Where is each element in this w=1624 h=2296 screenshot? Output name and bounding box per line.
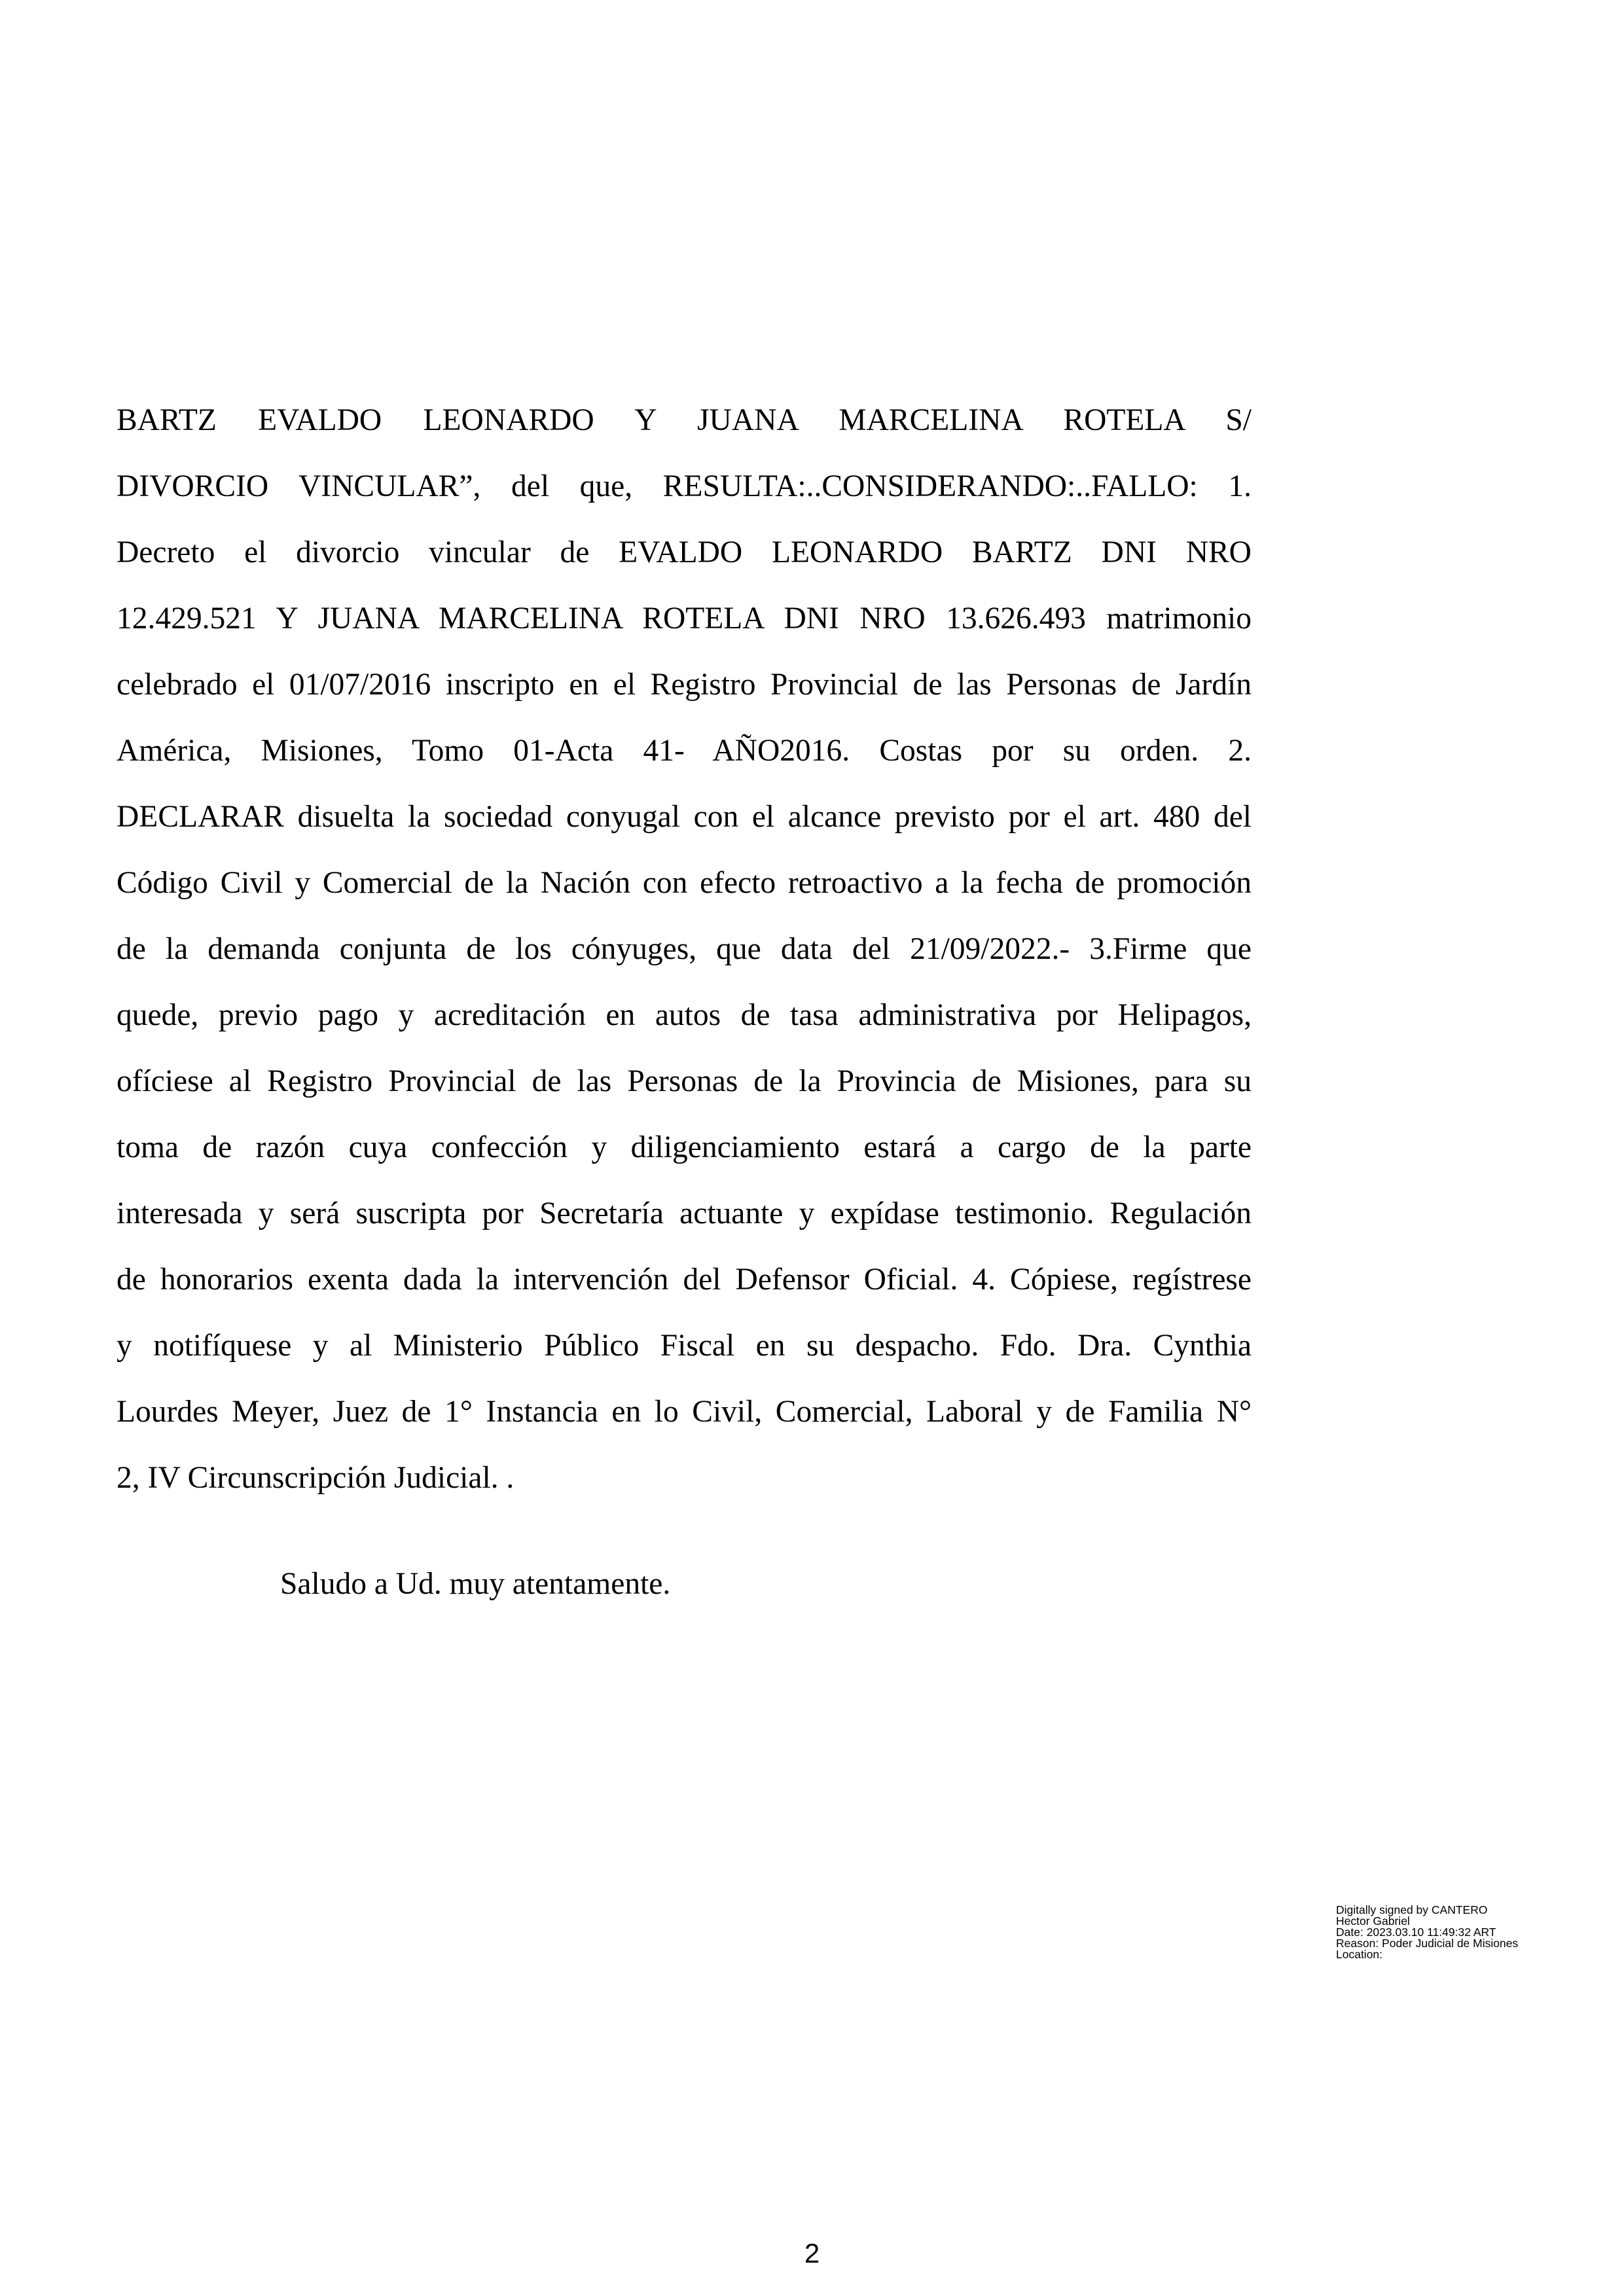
body-line: de la demanda conjunta de los cónyuges, que data del 21/09/2022.- 3.Firme que bbox=[117, 932, 1252, 966]
closing-salutation: Saludo a Ud. muy atentamente. bbox=[280, 1567, 671, 1601]
body-line: DECLARAR disuelta la sociedad conyugal con el alcance previsto por el art. 480 del bbox=[117, 800, 1252, 834]
body-line: Lourdes Meyer, Juez de 1° Instancia en lo Civil, Comercial, Laboral y de Familia N° bbox=[117, 1395, 1252, 1429]
signature-reason: Reason: Poder Judicial de Misiones bbox=[1336, 1937, 1519, 1950]
body-paragraph bbox=[117, 399, 1252, 1523]
signature-signer-name: Hector Gabriel bbox=[1336, 1914, 1410, 1928]
body-line: quede, previo pago y acreditación en autos de tasa administrativa por Helipagos, bbox=[117, 998, 1252, 1032]
body-line: BARTZ EVALDO LEONARDO Y JUANA MARCELINA ROTELA S/ bbox=[117, 403, 1252, 437]
signature-signer: Digitally signed by CANTERO bbox=[1336, 1903, 1488, 1916]
body-line: de honorarios exenta dada la intervención del Defensor Oficial. 4. Cópiese, regístrese bbox=[117, 1263, 1252, 1297]
page-number: 2 bbox=[804, 2238, 820, 2269]
body-line: DIVORCIO VINCULAR”, del que, RESULTA:..CONSIDERANDO:..FALLO: 1. bbox=[117, 469, 1252, 503]
body-line: y notifíquese y al Ministerio Público Fiscal en su despacho. Fdo. Dra. Cynthia bbox=[117, 1329, 1252, 1363]
body-line: celebrado el 01/07/2016 inscripto en el Registro Provincial de las Personas de Jardín bbox=[117, 668, 1252, 702]
body-line: toma de razón cuya confección y diligenciamiento estará a cargo de la parte bbox=[117, 1130, 1252, 1164]
body-line: ofíciese al Registro Provincial de las Personas de la Provincia de Misiones, para su bbox=[117, 1064, 1252, 1098]
body-line: interesada y será suscripta por Secretaría actuante y expídase testimonio. Regulación bbox=[117, 1196, 1252, 1230]
body-line: Código Civil y Comercial de la Nación con efecto retroactivo a la fecha de promoción bbox=[117, 866, 1252, 900]
digital-signature-block bbox=[1336, 1905, 1598, 1960]
signature-location: Location: bbox=[1336, 1948, 1383, 1961]
body-line: 2, IV Circunscripción Judicial. . bbox=[117, 1461, 514, 1495]
body-line: Decreto el divorcio vincular de EVALDO LEONARDO BARTZ DNI NRO bbox=[117, 535, 1252, 569]
body-line: 12.429.521 Y JUANA MARCELINA ROTELA DNI NRO 13.626.493 matrimonio bbox=[117, 601, 1252, 636]
body-line: América, Misiones, Tomo 01-Acta 41- AÑO2016. Costas por su orden. 2. bbox=[117, 734, 1252, 768]
signature-date: Date: 2023.03.10 11:49:32 ART bbox=[1336, 1926, 1496, 1939]
